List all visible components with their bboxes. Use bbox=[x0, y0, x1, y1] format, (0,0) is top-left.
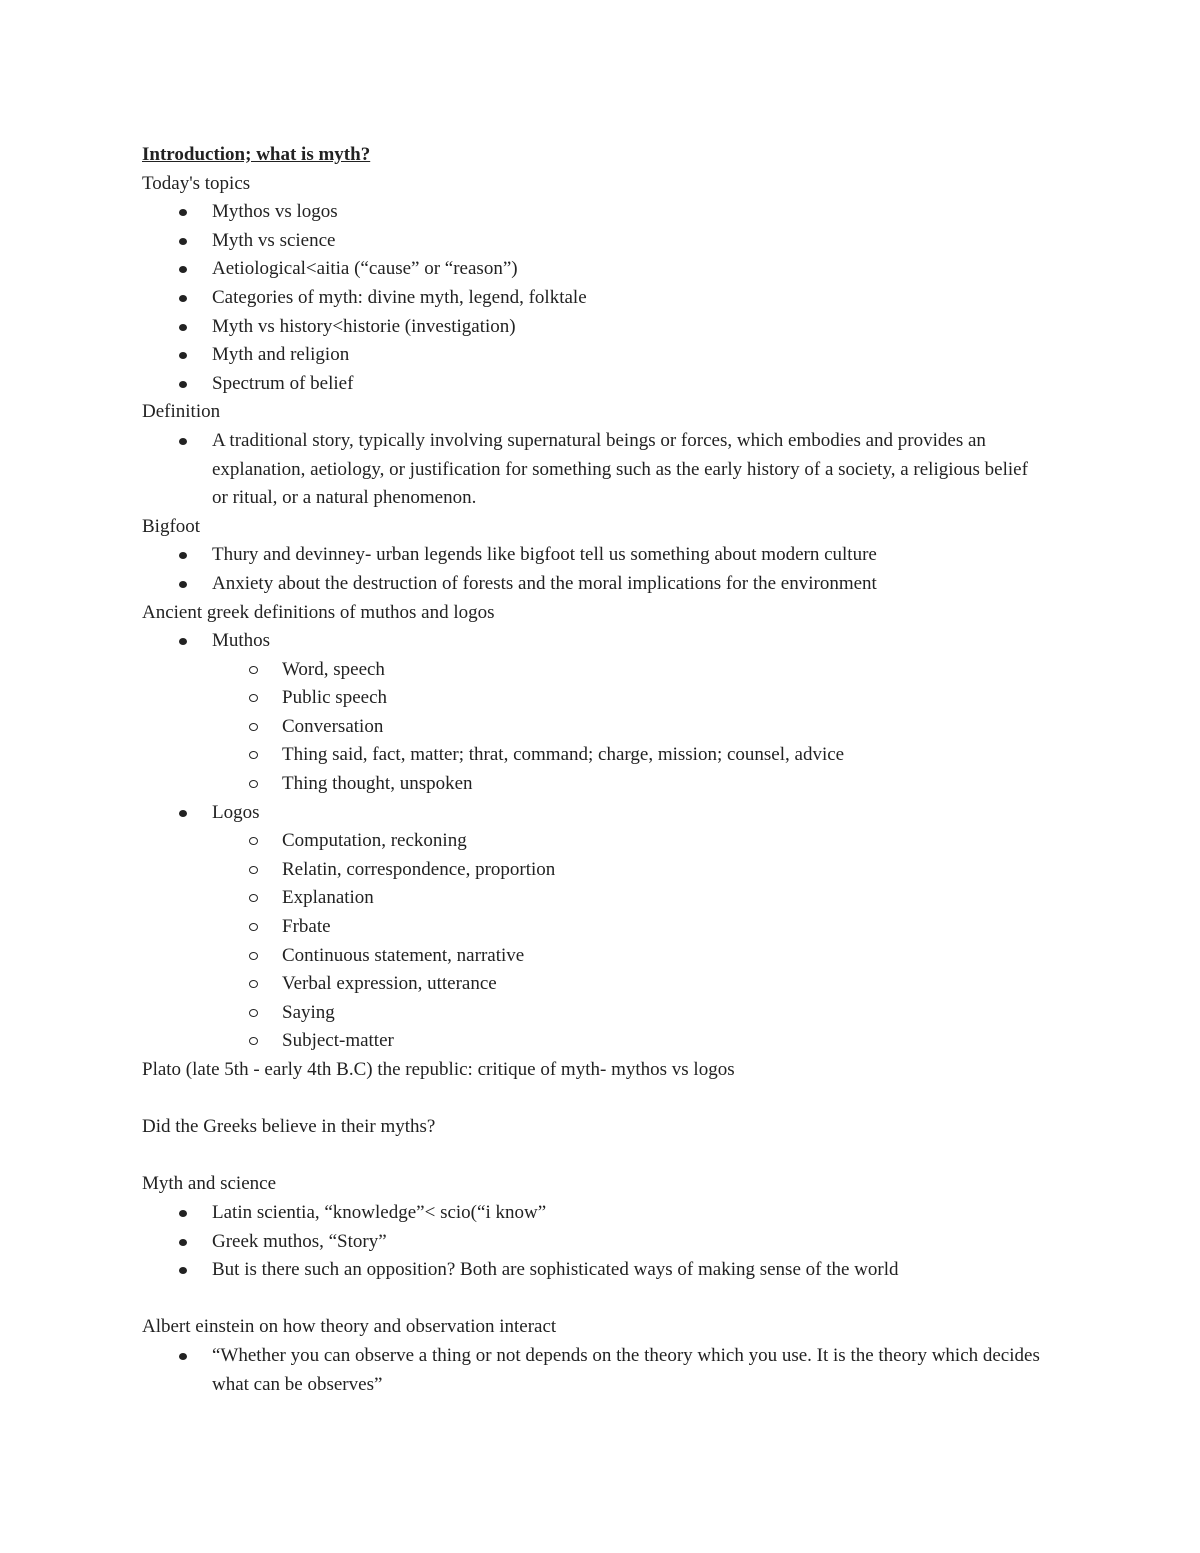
blank-line bbox=[142, 1142, 1042, 1171]
list-item: Thury and devinney- urban legends like bigfoot tell us something about modern culture bbox=[142, 541, 1042, 570]
sublist-item: Conversation bbox=[212, 713, 1042, 742]
list-item: Mythos vs logos bbox=[142, 198, 1042, 227]
logos-sublist bbox=[212, 827, 1042, 1056]
list-item: Categories of myth: divine myth, legend, folktale bbox=[142, 284, 1042, 313]
list-item: Spectrum of belief bbox=[142, 370, 1042, 399]
list-item: Myth and religion bbox=[142, 341, 1042, 370]
list-item: Anxiety about the destruction of forests and the moral implications for the environment bbox=[142, 570, 1042, 599]
sublist-item: Word, speech bbox=[212, 656, 1042, 685]
sublist-item: Public speech bbox=[212, 684, 1042, 713]
muthos-sublist bbox=[212, 656, 1042, 799]
list-item: Myth vs science bbox=[142, 227, 1042, 256]
question-line: Did the Greeks believe in their myths? bbox=[142, 1116, 436, 1138]
sublist-item: Continuous statement, narrative bbox=[212, 942, 1042, 971]
list-item: Latin scientia, “knowledge”< scio(“i know” bbox=[142, 1199, 1042, 1228]
bigfoot-list bbox=[142, 541, 1042, 598]
einstein-list bbox=[142, 1342, 1042, 1399]
document-page bbox=[142, 141, 1042, 1399]
list-item-muthos bbox=[142, 627, 1042, 799]
list-item: But is there such an opposition? Both are sophisticated ways of making sense of the world bbox=[142, 1256, 1042, 1285]
blank-line bbox=[142, 1085, 1042, 1114]
document-title: Introduction; what is myth? bbox=[142, 144, 371, 165]
list-item: Aetiological<aitia (“cause” or “reason”) bbox=[142, 255, 1042, 284]
bigfoot-heading: Bigfoot bbox=[142, 515, 201, 537]
plato-line: Plato (late 5th - early 4th B.C) the republic: critique of myth- mythos vs logos bbox=[142, 1059, 735, 1080]
sublist-item: Thing thought, unspoken bbox=[212, 770, 1042, 799]
sublist-item: Saying bbox=[212, 999, 1042, 1028]
list-item: Greek muthos, “Story” bbox=[142, 1228, 1042, 1257]
sublist-item: Thing said, fact, matter; thrat, command; charge, mission; counsel, advice bbox=[212, 741, 1042, 770]
muthos-label: Muthos bbox=[212, 630, 271, 652]
list-item: A traditional story, typically involving supernatural beings or forces, which embodies and provides an explanation, aetiology, or justification for something such as the early history of a society, a religious belief or ritual, or a natural phenomenon. bbox=[142, 427, 1042, 513]
blank-line bbox=[142, 1285, 1042, 1314]
sublist-item: Verbal expression, utterance bbox=[212, 970, 1042, 999]
list-item: Myth vs history<historie (investigation) bbox=[142, 313, 1042, 342]
topics-list bbox=[142, 198, 1042, 398]
greek-heading: Ancient greek definitions of muthos and logos bbox=[142, 601, 495, 623]
einstein-heading: Albert einstein on how theory and observation interact bbox=[142, 1316, 557, 1338]
definition-list bbox=[142, 427, 1042, 513]
topics-heading: Today's topics bbox=[142, 172, 251, 194]
sublist-item: Frbate bbox=[212, 913, 1042, 942]
sublist-item: Subject-matter bbox=[212, 1027, 1042, 1056]
logos-label: Logos bbox=[212, 801, 260, 823]
definition-heading: Definition bbox=[142, 401, 221, 423]
sublist-item: Explanation bbox=[212, 884, 1042, 913]
science-list bbox=[142, 1199, 1042, 1285]
sublist-item: Relatin, correspondence, proportion bbox=[212, 856, 1042, 885]
list-item-logos bbox=[142, 799, 1042, 1056]
sublist-item: Computation, reckoning bbox=[212, 827, 1042, 856]
list-item: “Whether you can observe a thing or not depends on the theory which you use. It is the theory which decides what can be observes” bbox=[142, 1342, 1042, 1399]
science-heading: Myth and science bbox=[142, 1173, 277, 1195]
greek-list bbox=[142, 627, 1042, 1056]
